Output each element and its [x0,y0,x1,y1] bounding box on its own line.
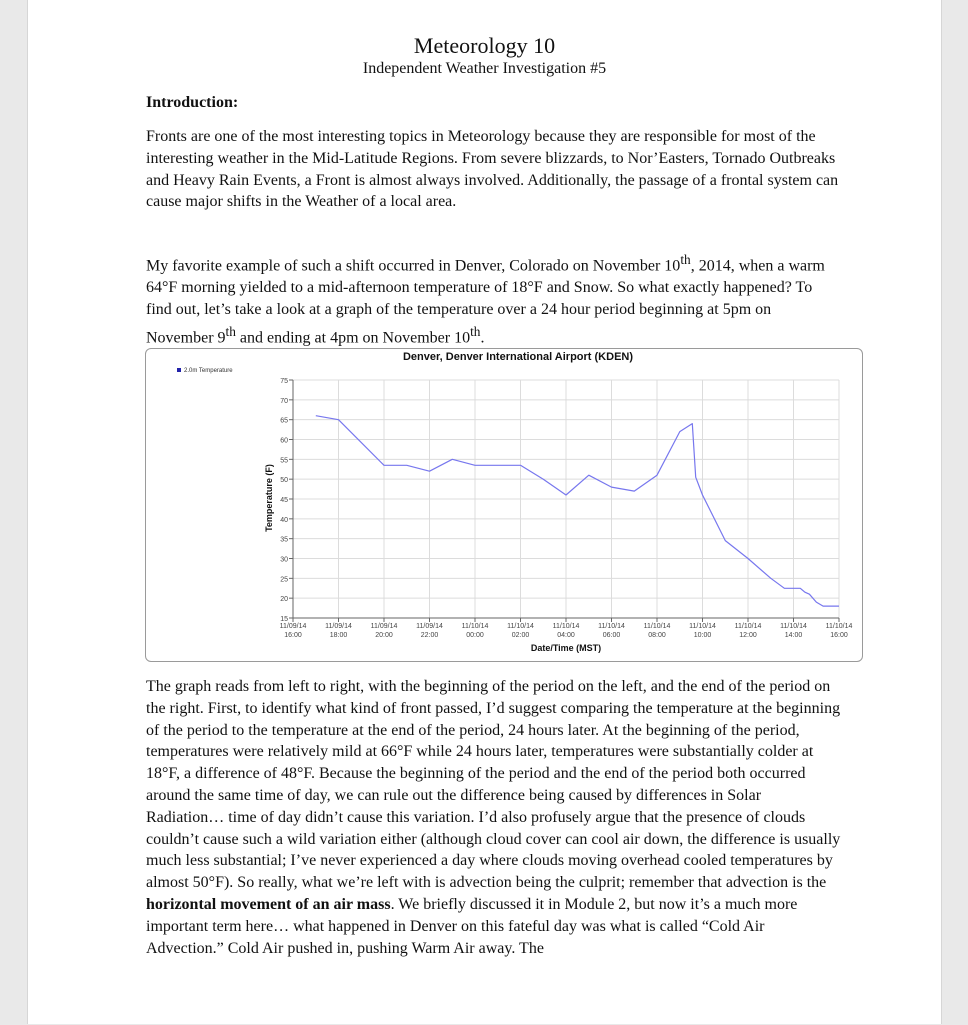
x-tick-time: 00:00 [466,632,484,639]
para2-text-4: . [480,329,485,347]
y-tick-label: 45 [280,497,288,504]
y-tick-label: 30 [280,556,288,564]
para2-text-3: and ending at 4pm on November 10 [235,329,471,347]
x-tick-date: 11/10/14 [598,623,625,630]
x-tick-time: 18:00 [329,632,348,639]
x-tick-date: 11/10/14 [552,623,580,630]
analysis-paragraph [146,676,841,959]
x-tick-time: 22:00 [420,632,439,639]
document-page [27,0,942,1024]
x-tick-time: 16:00 [284,632,302,639]
y-tick-label: 65 [280,417,288,425]
y-tick-label: 20 [280,596,288,604]
x-tick-date: 11/09/14 [279,623,307,630]
x-tick-date: 11/09/14 [416,623,443,630]
para2-sup-2: th [225,323,236,339]
para3-text-1: The graph reads from left to right, with the beginning of the period on the left, and the end of the period on the right. First, to identify what kind of front passed, I’d suggest comparing the temperature at the beginning of the period to the temperature at the end of the period, 24 hours later. At the beginning of the period, temperatures were relatively mild at 66°F while 24 hours later, temperatures were substantially colder at 18°F, a difference of 48°F. Because the beginning of the period and the end of the period both occurred around the same time of day, we can rule out the difference being caused by differences in Solar Radiation… time of day didn’t cause this variation. I’d also profusely argue that the presence of clouds couldn’t cause such a wild variation either (although cloud cover can cool air down, the difference is usually much less substantial; I’ve never experienced a day where clouds moving overhead cooled temperatures by almost 50°F). So really, what we’re left with is advection being the culprit; remember that advection is the [146,678,841,892]
para3-text-2: . We briefly discussed it in Module 2, but now it’s a much more important term here… what happened in Denver on this fateful day was what is called “Cold Air Advection.” Cold Air pushed in, pushing Warm Air away. The [146,895,798,957]
legend-swatch [177,368,181,372]
x-tick-date: 11/10/14 [825,623,853,630]
temperature-chart [145,348,863,662]
x-tick-time: 02:00 [511,632,530,639]
intro-heading: Introduction: [146,94,239,111]
x-tick-time: 14:00 [784,632,803,639]
y-tick-label: 55 [280,457,288,465]
para2-text-2: , 2014, when a warm 64°F morning yielded to a mid-afternoon temperature of 18°F and Snow. So what exactly happened? To find out, let’s take a look at a graph of the temperature over a 24 hour period beginning at 5pm on November 9 [146,257,825,347]
x-tick-time: 12:00 [739,632,757,639]
x-tick-time: 04:00 [557,632,575,639]
y-tick-label: 15 [280,616,288,623]
x-axis-label: Date/Time (MST) [530,643,602,653]
temperature-series-line [316,416,839,606]
document-subtitle: Independent Weather Investigation #5 [362,60,607,77]
x-tick-time: 16:00 [830,632,848,639]
x-tick-date: 11/10/14 [780,623,807,630]
para3-bold: horizontal movement of an air mass [146,895,391,913]
para2-text-1: My favorite example of such a shift occurred in Denver, Colorado on November 10 [146,257,681,275]
x-tick-date: 11/10/14 [643,623,671,630]
y-tick-label: 40 [280,516,288,524]
para2-sup-1: th [680,252,691,267]
y-tick-label: 70 [280,397,288,405]
y-tick-label: 25 [280,576,288,584]
chart-title: Denver, Denver International Airport (KDEN) [402,351,634,363]
para2-sup-3: th [470,323,481,339]
x-tick-date: 11/10/14 [734,623,762,630]
y-tick-label: 75 [280,378,288,385]
x-tick-date: 11/10/14 [461,623,489,630]
x-tick-date: 11/10/14 [507,623,534,630]
x-tick-time: 06:00 [602,632,621,639]
x-tick-time: 08:00 [648,632,666,639]
x-tick-date: 11/09/14 [325,623,352,630]
legend-label: 2.0m Temperature [184,368,233,374]
x-tick-time: 20:00 [375,632,393,639]
document-title: Meteorology 10 [413,33,556,58]
x-tick-date: 11/09/14 [370,623,398,630]
x-tick-time: 10:00 [693,632,712,639]
x-tick-date: 11/10/14 [689,623,716,630]
y-tick-label: 60 [280,437,288,445]
intro-paragraph: Fronts are one of the most interesting topics in Meteorology because they are responsible for most of the interesting weather in the Mid-Latitude Regions. From severe blizzards, to Nor’Easters, Tornado Outbreaks and Heavy Rain Events, a Front is almost always involved. Additionally, the passage of a frontal system can cause major shifts in the Weather of a local area. [146,128,839,211]
y-tick-label: 50 [280,477,288,485]
y-axis-label: Temperature (F) [264,464,274,532]
y-tick-label: 35 [280,536,288,544]
